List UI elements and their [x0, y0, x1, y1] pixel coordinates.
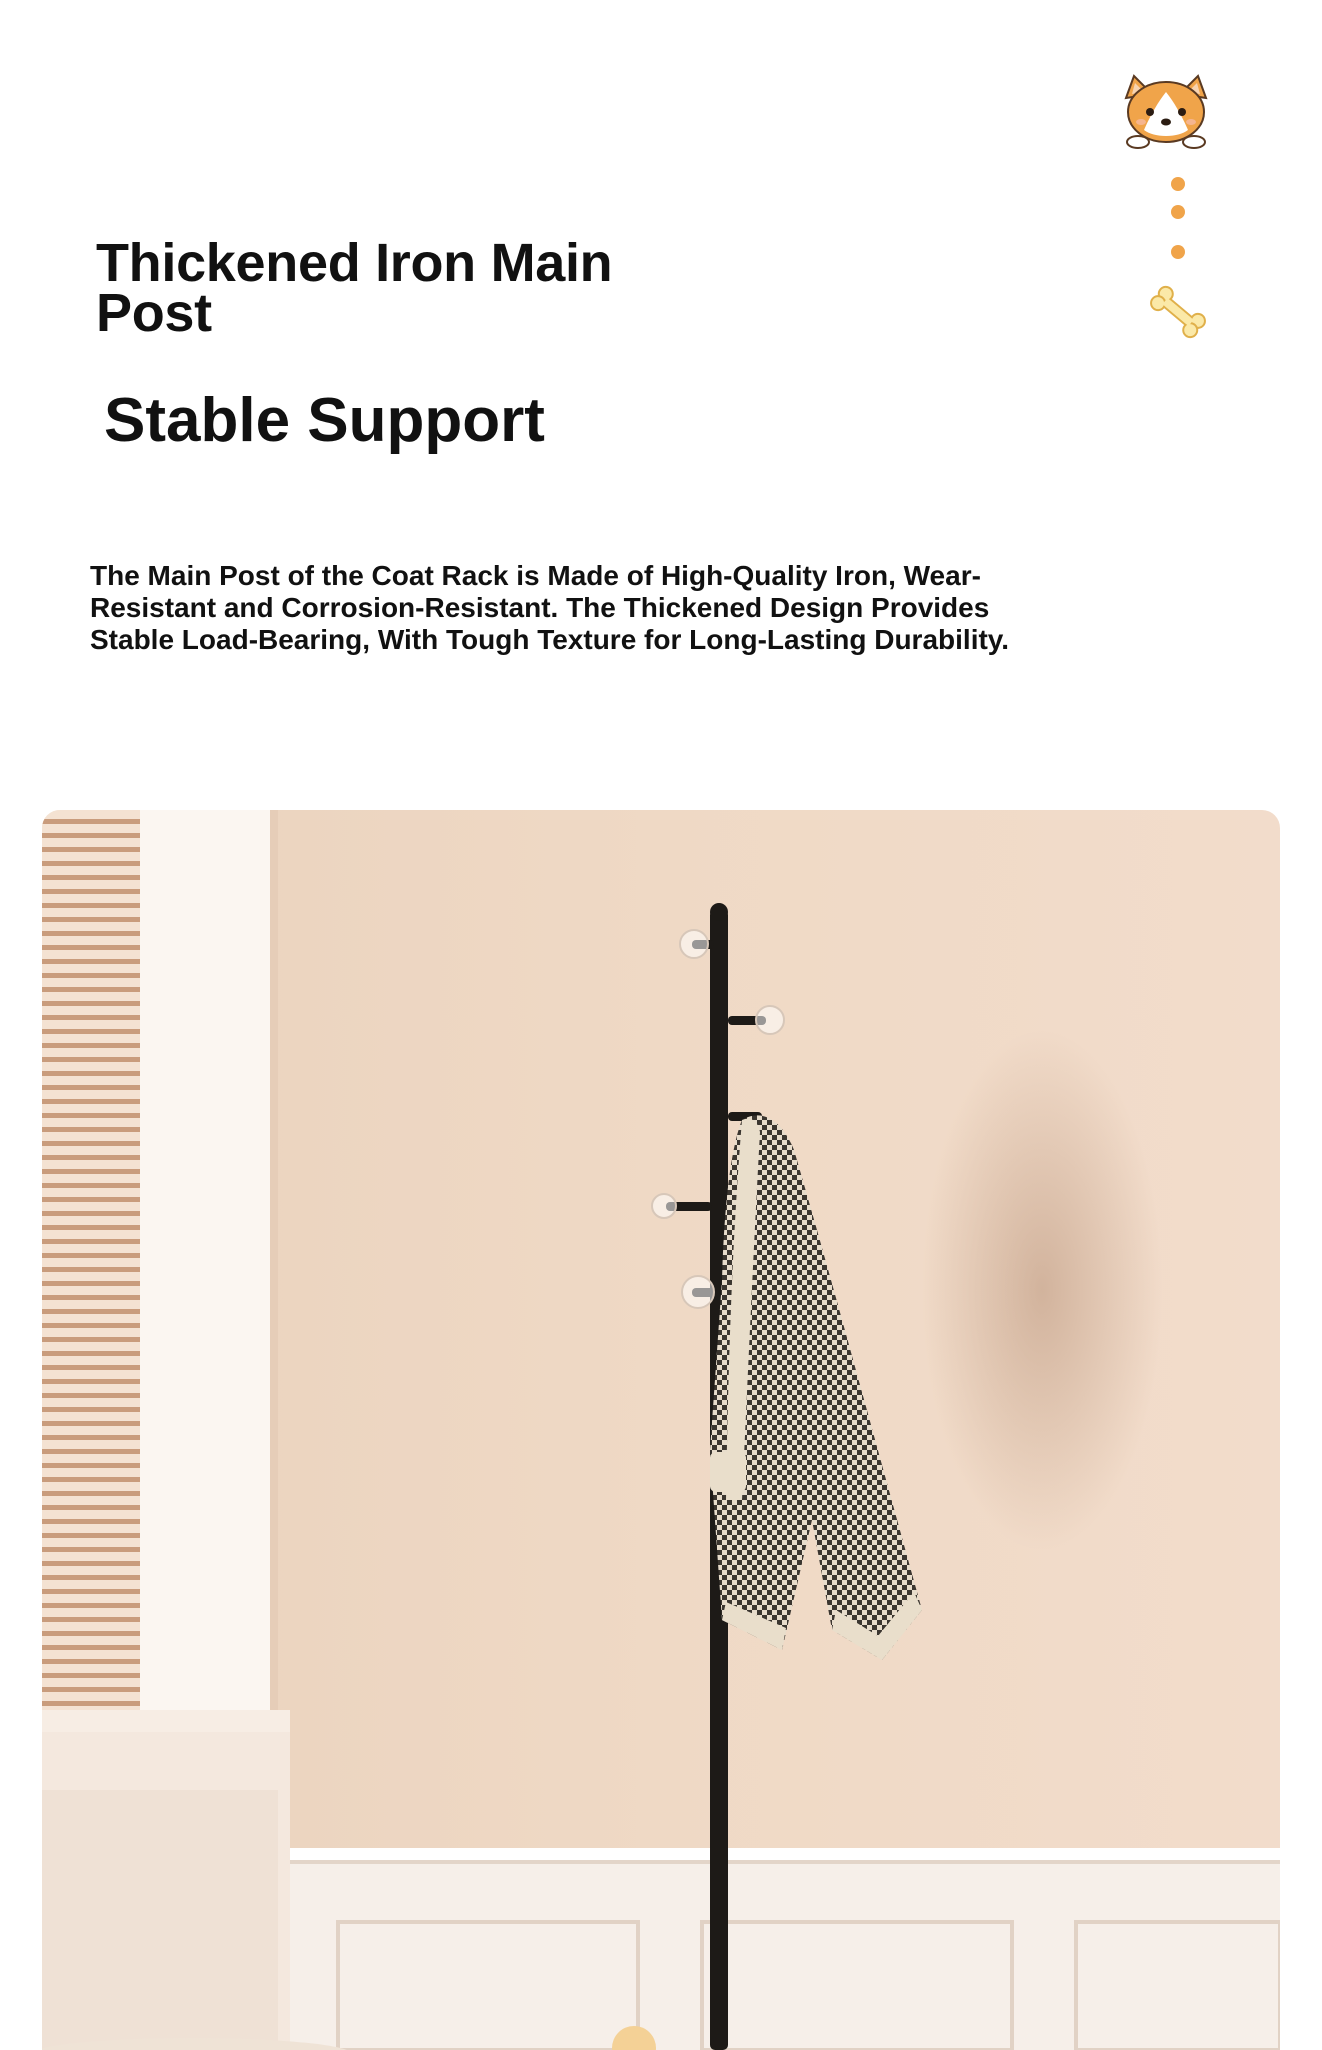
page-title: Thickened Iron Main Post	[96, 233, 613, 343]
mascot-decoration	[1112, 72, 1222, 344]
bone-icon	[1148, 284, 1208, 340]
page-subtitle: Stable Support	[104, 386, 545, 455]
coat-rack-photo	[42, 810, 1280, 2050]
corgi-icon	[1126, 76, 1206, 148]
product-description: The Main Post of the Coat Rack is Made of High-Quality Iron, Wear-Resistant and Corrosion-Resistant. The Thickened Design Provides Stable Load-Bearing, With Tough Texture for Long-Lasting Durability.	[90, 560, 1010, 655]
